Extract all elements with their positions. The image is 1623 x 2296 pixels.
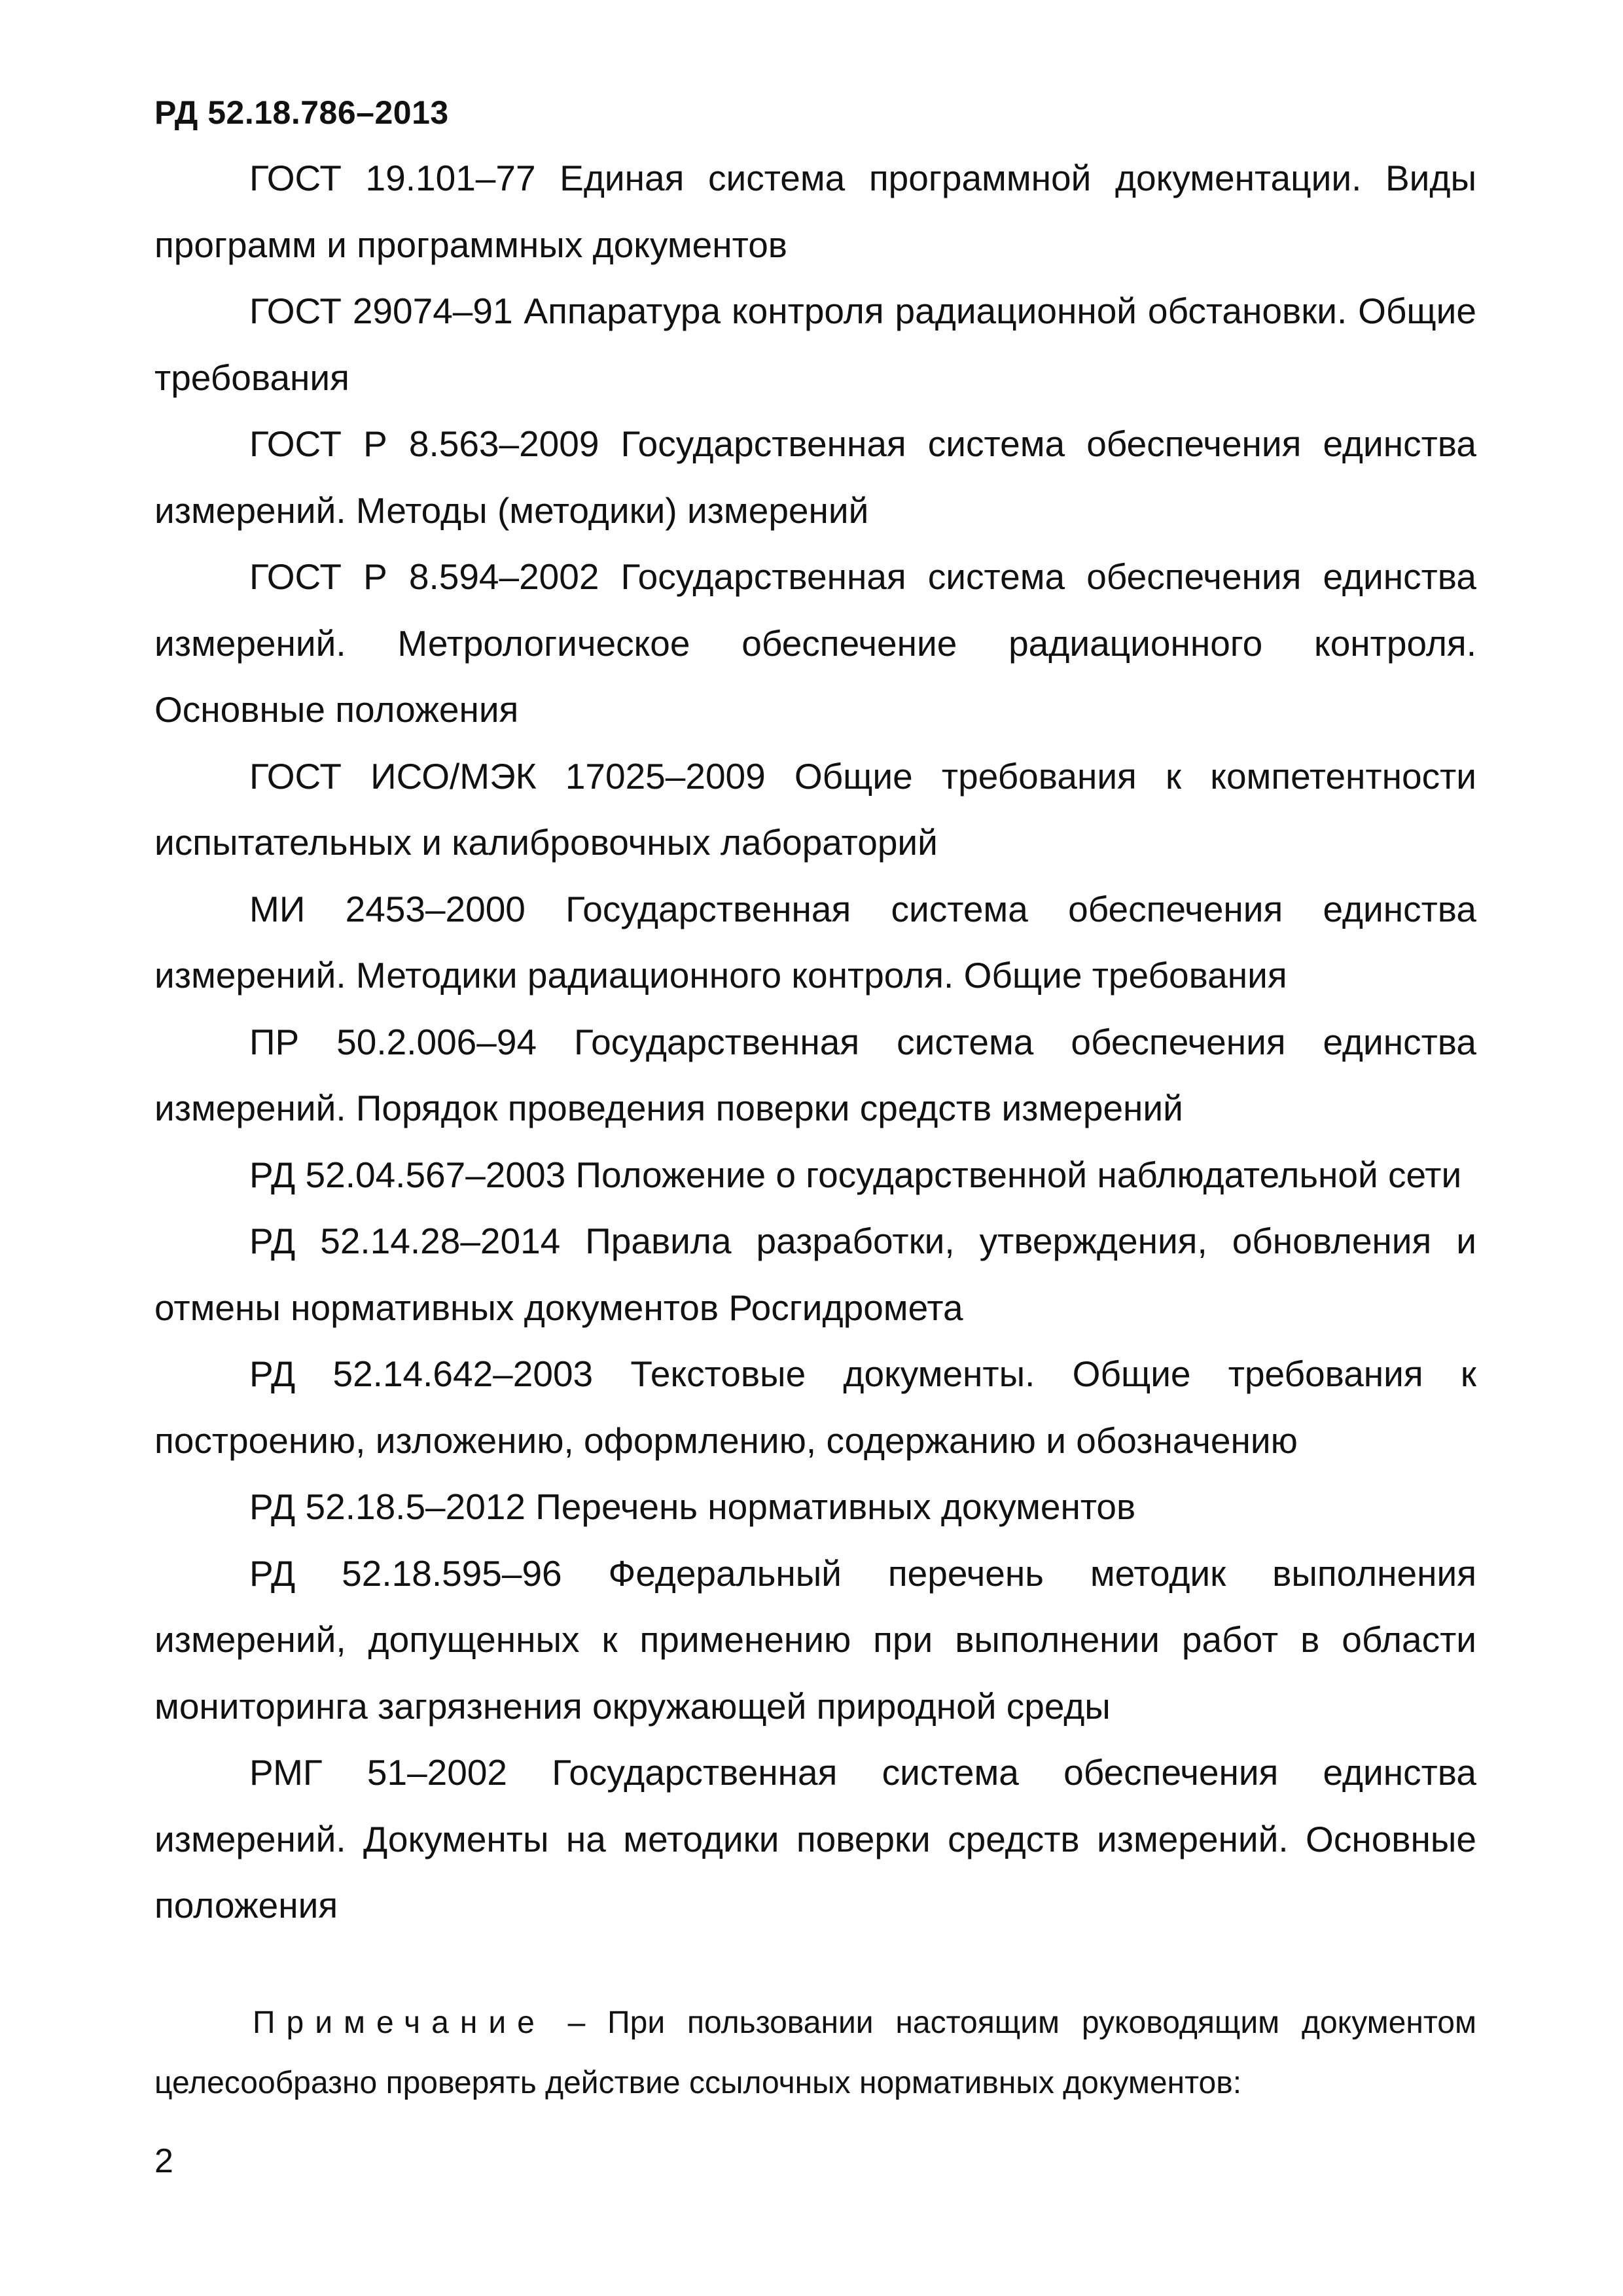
reference-item: РД 52.18.595–96 Федеральный перечень методик выполнения измерений, допущенных к применению при выполнении работ в области мониторинга загрязнения окружающей природной среды (154, 1552, 1476, 1727)
reference-item: РД 52.14.28–2014 Правила разработки, утверждения, обновления и отмены нормативных документов Росгидромета (154, 1221, 1476, 1328)
reference-item: МИ 2453–2000 Государственная система обеспечения единства измерений. Методики радиационного контроля. Общие требования (154, 888, 1476, 996)
normative-references-list (154, 145, 1476, 1939)
reference-item: ПР 50.2.006–94 Государственная система обеспечения единства измерений. Порядок проведения поверки средств измерений (154, 1021, 1476, 1128)
reference-item: ГОСТ ИСО/МЭК 17025–2009 Общие требования к компетентности испытательных и калибровочных лабораторий (154, 755, 1476, 863)
reference-item: ГОСТ Р 8.594–2002 Государственная система обеспечения единства измерений. Метрологическое обеспечение радиационного контроля. Основные положения (154, 556, 1476, 730)
reference-item: РД 52.18.5–2012 Перечень нормативных документов (249, 1486, 1136, 1527)
note-paragraph (154, 1993, 1476, 2113)
page-number: 2 (154, 2142, 173, 2180)
reference-item: ГОСТ 29074–91 Аппаратура контроля радиационной обстановки. Общие требования (154, 291, 1476, 398)
document-code-header: РД 52.18.786–2013 (154, 94, 449, 131)
reference-item: ГОСТ Р 8.563–2009 Государственная система обеспечения единства измерений. Методы (методики) измерений (154, 423, 1476, 531)
note-label: Примечание (253, 2005, 546, 2040)
note-text: При пользовании настоящим руководящим документом целесообразно проверять действие ссылочных нормативных документов: (154, 2005, 1476, 2100)
reference-item: РД 52.04.567–2003 Положение о государственной наблюдательной сети (249, 1154, 1462, 1195)
reference-item: РД 52.14.642–2003 Текстовые документы. Общие требования к построению, изложению, оформлению, содержанию и обозначению (154, 1354, 1476, 1461)
reference-item: РМГ 51–2002 Государственная система обеспечения единства измерений. Документы на методики поверки средств измерений. Основные положения (154, 1752, 1476, 1926)
note-separator: – (545, 2005, 608, 2040)
reference-item: ГОСТ 19.101–77 Единая система программной документации. Виды программ и программных документов (154, 158, 1476, 265)
